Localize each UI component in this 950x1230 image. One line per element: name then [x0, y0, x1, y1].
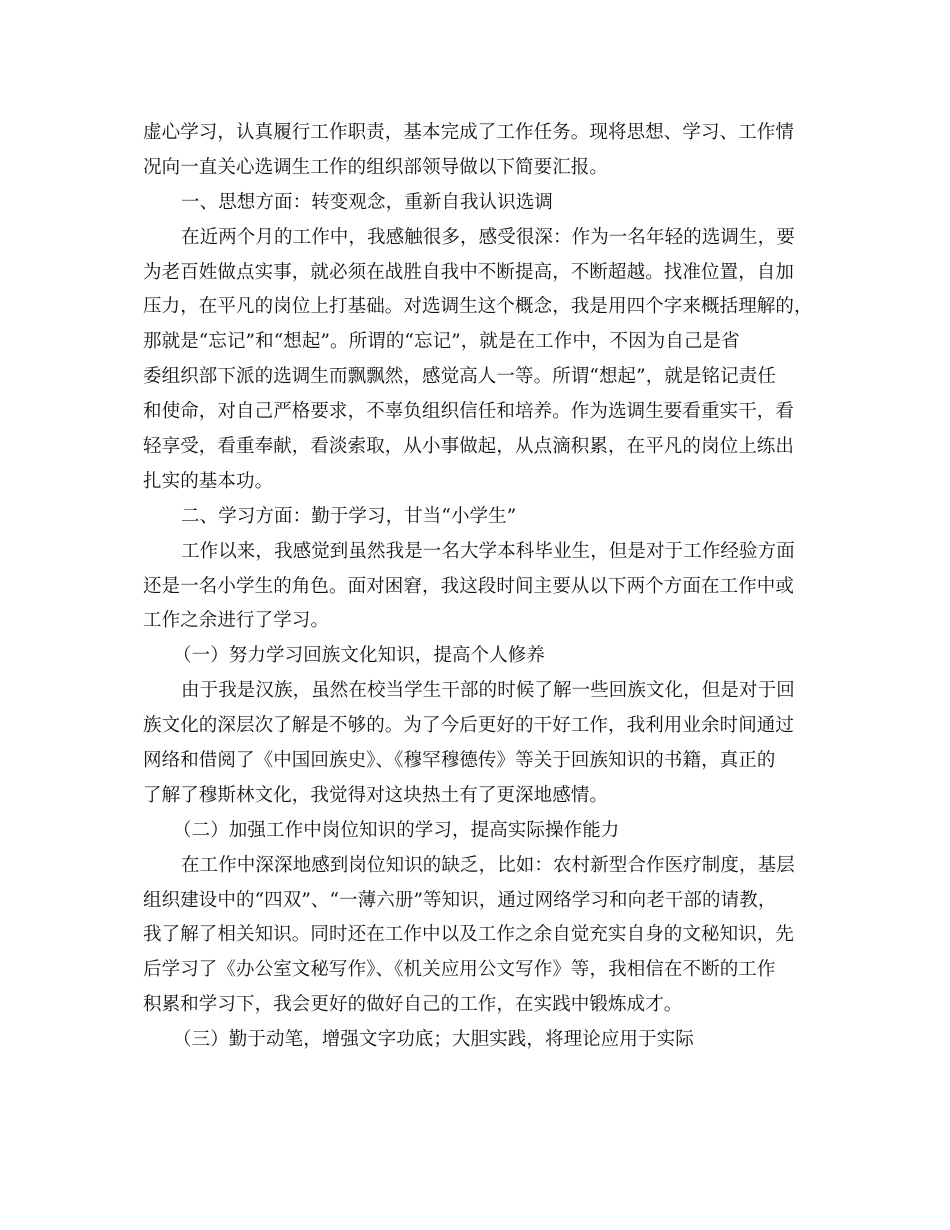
- paragraph-line: 在近两个月的工作中，我感触很多，感受很深：作为一名年轻的选调生，要: [181, 226, 795, 248]
- paragraph-line: 轻享受，看重奉献，看淡索取，从小事做起，从点滴积累，在平凡的岗位上练出: [143, 436, 795, 458]
- paragraph-line: 积累和学习下，我会更好的做好自己的工作，在实践中锻炼成才。: [143, 994, 683, 1016]
- subsection-heading-2: （二）加强工作中岗位知识的学习，提高实际操作能力: [173, 819, 620, 841]
- paragraph-line: 为老百姓做点实事，就必须在战胜自我中不断提高，不断超越。找准位置，自加: [143, 261, 795, 283]
- paragraph-line: 还是一名小学生的角色。面对困窘，我这段时间主要从以下两个方面在工作中或: [143, 575, 795, 597]
- paragraph-line: 和使命，对自己严格要求，不辜负组织信任和培养。作为选调生要看重实干，看: [143, 401, 795, 423]
- paragraph-line: 组织建设中的“四双”、“一薄六册”等知识，通过网络学习和向老干部的请教，: [143, 889, 777, 911]
- paragraph-line: 扎实的基本功。: [143, 470, 274, 492]
- subsection-heading-3: （三）勤于动笔，增强文字功底；大胆实践，将理论应用于实际: [173, 1029, 694, 1051]
- paragraph-line: 况向一直关心选调生工作的组织部领导做以下简要汇报。: [143, 156, 609, 178]
- paragraph-line: 后学习了《办公室文秘写作》、《机关应用公文写作》等，我相信在不断的工作: [143, 959, 776, 981]
- paragraph-line: 虚心学习，认真履行工作职责，基本完成了工作任务。现将思想、学习、工作情: [143, 122, 795, 143]
- paragraph-line: 族文化的深层次了解是不够的。为了今后更好的干好工作，我利用业余时间通过: [143, 715, 795, 737]
- section-heading-thought: 一、思想方面：转变观念，重新自我认识选调: [181, 191, 554, 213]
- paragraph-line: 我了解了相关知识。同时还在工作中以及工作之余自觉充实自身的文秘知识，先: [143, 924, 795, 946]
- paragraph-line: 委组织部下派的选调生而飘飘然，感觉高人一等。所谓“想起”，就是铭记责任: [143, 366, 776, 388]
- paragraph-line: 由于我是汉族，虽然在校当学生干部的时候了解一些回族文化，但是对于回: [181, 680, 795, 702]
- paragraph-line: 压力，在平凡的岗位上打基础。对选调生这个概念，我是用四个字来概括理解的，: [143, 296, 813, 318]
- paragraph-line: 网络和借阅了《中国回族史》、《穆罕穆德传》等关于回族知识的书籍，真正的: [143, 750, 776, 772]
- paragraph-line: 在工作中深深地感到岗位知识的缺乏，比如：农村新型合作医疗制度，基层: [181, 854, 795, 876]
- subsection-heading-1: （一）努力学习回族文化知识，提高个人修养: [173, 645, 546, 667]
- body-text: [143, 116, 813, 1058]
- section-heading-study: 二、学习方面：勤于学习，甘当“小学生”: [181, 505, 517, 527]
- paragraph-line: 了解了穆斯林文化，我觉得对这块热土有了更深地感情。: [143, 784, 609, 806]
- paragraph-line: 工作以来，我感觉到虽然我是一名大学本科毕业生，但是对于工作经验方面: [181, 540, 795, 562]
- paragraph-line: 工作之余进行了学习。: [143, 610, 330, 632]
- paragraph-line: 那就是“忘记”和“想起”。所谓的“忘记”，就是在工作中，不因为自己是省: [143, 331, 740, 353]
